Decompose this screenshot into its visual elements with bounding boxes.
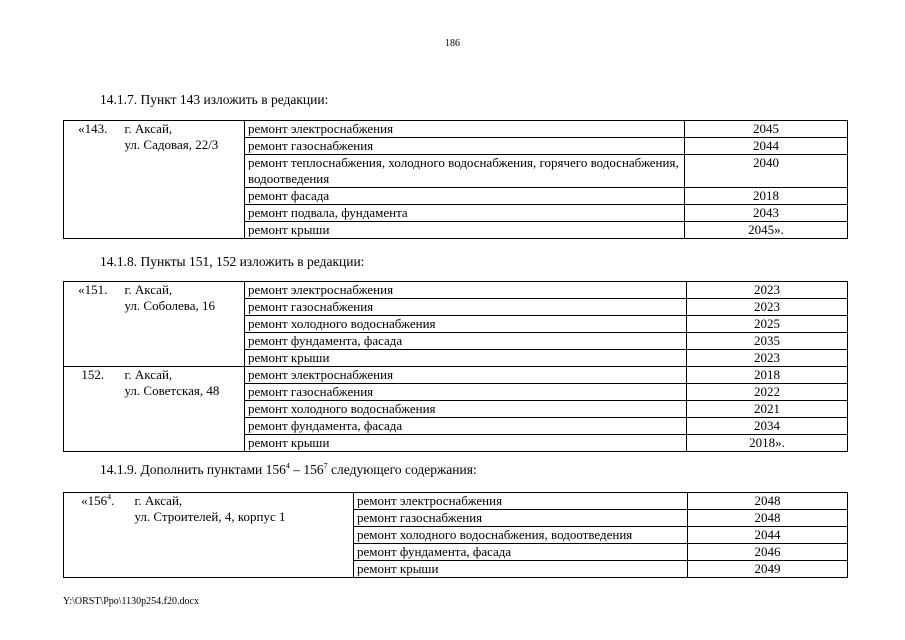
work-type-cell: ремонт газоснабжения <box>245 384 687 401</box>
item-number <box>64 493 132 578</box>
year-cell: 2048 <box>688 493 848 510</box>
address-line: ул. Советская, 48 <box>124 383 220 398</box>
year-cell: 2040 <box>685 155 848 188</box>
work-type-cell: ремонт холодного водоснабжения, водоотведения <box>354 527 688 544</box>
section-heading-14-1-9 <box>100 462 477 478</box>
work-type-cell: ремонт фундамента, фасада <box>354 544 688 561</box>
item-number-text: «143. <box>78 121 108 136</box>
address-cell <box>132 493 354 578</box>
year-cell: 2044 <box>688 527 848 544</box>
file-path-footer: Y:\ORST\Ppo\1130p254.f20.docx <box>63 596 199 607</box>
item-number <box>64 282 122 367</box>
address-cell <box>122 367 245 452</box>
address-line: ул. Строителей, 4, корпус 1 <box>134 509 286 524</box>
work-type-cell: ремонт крыши <box>354 561 688 578</box>
heading-text: – 156 <box>289 462 324 477</box>
work-type-cell: ремонт холодного водоснабжения <box>245 316 687 333</box>
address-line: г. Аксай, <box>134 493 183 508</box>
repair-table-156 <box>63 492 848 578</box>
work-type-cell: ремонт холодного водоснабжения <box>245 401 687 418</box>
heading-superscript: 4 <box>285 461 290 471</box>
work-type-cell: ремонт электроснабжения <box>245 282 687 299</box>
work-type-cell: ремонт фундамента, фасада <box>245 418 687 435</box>
work-type-cell: ремонт крыши <box>245 222 685 239</box>
item-number <box>64 121 122 239</box>
item-number-suffix: . <box>111 493 115 508</box>
table-body <box>64 493 848 578</box>
year-cell: 2025 <box>687 316 848 333</box>
year-cell: 2045». <box>685 222 848 239</box>
year-cell: 2049 <box>688 561 848 578</box>
year-cell: 2021 <box>687 401 848 418</box>
item-number-text: «156 <box>81 493 108 508</box>
year-cell: 2034 <box>687 418 848 435</box>
work-type-cell: ремонт теплоснабжения, холодного водоснабжения, горячего водоснабжения, водоотведения <box>245 155 685 188</box>
heading-superscript: 7 <box>323 461 328 471</box>
year-cell: 2018 <box>687 367 848 384</box>
year-cell: 2044 <box>685 138 848 155</box>
item-number-text: 152. <box>81 367 105 382</box>
work-type-cell: ремонт электроснабжения <box>354 493 688 510</box>
year-cell: 2035 <box>687 333 848 350</box>
work-type-cell: ремонт фундамента, фасада <box>245 333 687 350</box>
address-line: г. Аксай, <box>124 367 173 382</box>
work-type-cell: ремонт газоснабжения <box>245 138 685 155</box>
table-row <box>64 282 848 299</box>
work-type-cell: ремонт газоснабжения <box>354 510 688 527</box>
table-row <box>64 493 848 510</box>
heading-text: следующего содержания: <box>327 462 477 477</box>
year-cell: 2023 <box>687 299 848 316</box>
address-cell <box>122 282 245 367</box>
table-body <box>64 121 848 239</box>
year-cell: 2043 <box>685 205 848 222</box>
work-type-cell: ремонт подвала, фундамента <box>245 205 685 222</box>
year-cell: 2023 <box>687 282 848 299</box>
table-body <box>64 282 848 452</box>
address-line: ул. Садовая, 22/3 <box>124 137 219 152</box>
work-type-cell: ремонт фасада <box>245 188 685 205</box>
year-cell: 2023 <box>687 350 848 367</box>
work-type-cell: ремонт крыши <box>245 435 687 452</box>
year-cell: 2022 <box>687 384 848 401</box>
table-row <box>64 367 848 384</box>
section-heading-14-1-7: 14.1.7. Пункт 143 изложить в редакции: <box>100 92 329 107</box>
page-number: 186 <box>445 38 460 49</box>
year-cell: 2046 <box>688 544 848 561</box>
repair-table-151-152 <box>63 281 848 452</box>
year-cell: 2048 <box>688 510 848 527</box>
year-cell: 2045 <box>685 121 848 138</box>
work-type-cell: ремонт электроснабжения <box>245 367 687 384</box>
work-type-cell: ремонт газоснабжения <box>245 299 687 316</box>
item-number-text: «151. <box>78 282 108 297</box>
year-cell: 2018». <box>687 435 848 452</box>
year-cell: 2018 <box>685 188 848 205</box>
address-line: г. Аксай, <box>124 121 173 136</box>
work-type-cell: ремонт электроснабжения <box>245 121 685 138</box>
table-row <box>64 121 848 138</box>
item-number-superscript: 4 <box>107 492 112 502</box>
repair-table-143 <box>63 120 848 239</box>
section-heading-14-1-8: 14.1.8. Пункты 151, 152 изложить в редакции: <box>100 254 365 269</box>
address-line: г. Аксай, <box>124 282 173 297</box>
item-number <box>64 367 122 452</box>
heading-text: 14.1.9. Дополнить пунктами 156 <box>100 462 286 477</box>
address-cell <box>122 121 245 239</box>
work-type-cell: ремонт крыши <box>245 350 687 367</box>
address-line: ул. Соболева, 16 <box>124 298 216 313</box>
